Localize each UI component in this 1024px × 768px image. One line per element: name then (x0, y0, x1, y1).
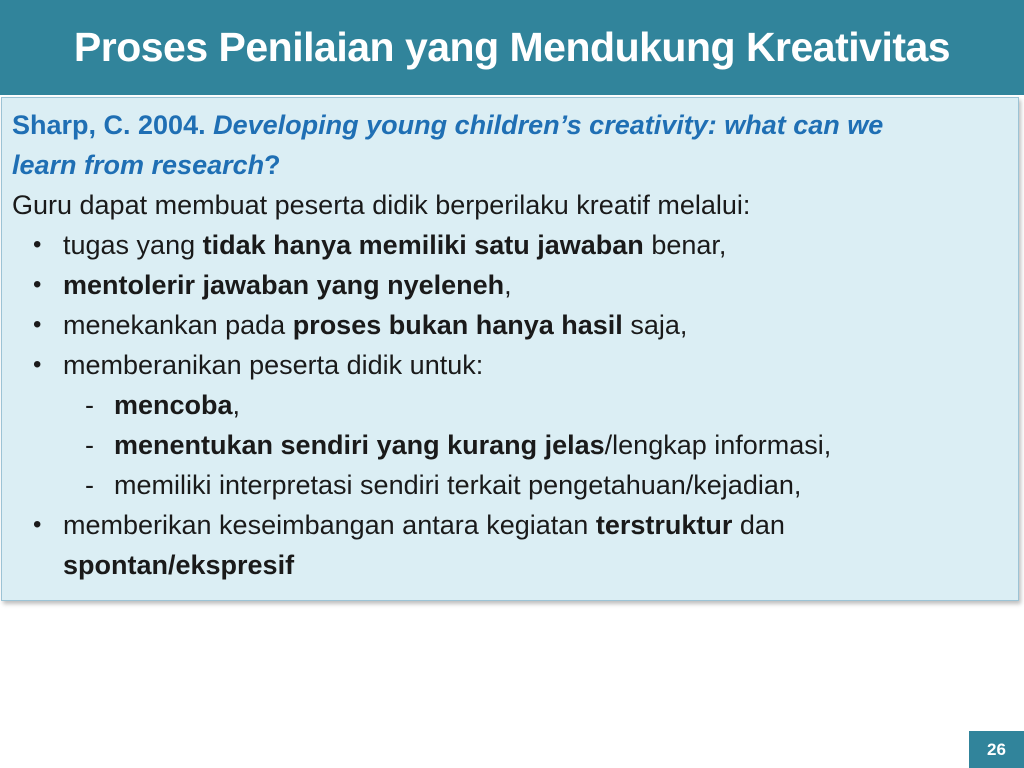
list-item (12, 225, 1018, 265)
content-box (1, 97, 1019, 601)
sub-list-item (12, 425, 1018, 465)
bullet-text: menekankan pada (63, 310, 286, 340)
dash-icon: - (85, 430, 94, 460)
sub-text: /lengkap informasi, (604, 430, 832, 460)
bullet-text: memberanikan peserta didik untuk: (63, 350, 484, 380)
intro-text: Guru dapat membuat peserta didik berperilaku kreatif melalui: (12, 190, 751, 220)
bullet-icon: • (33, 351, 42, 378)
sub-text: , (232, 390, 241, 420)
sub-list-item (12, 385, 1018, 425)
list-item (12, 345, 1018, 385)
slide-title: Proses Penilaian yang Mendukung Kreativitas (73, 24, 951, 70)
bullet-icon: • (33, 511, 42, 538)
bullet-icon: • (33, 311, 42, 338)
bullet-text: benar, (651, 230, 727, 260)
reference-line-2 (12, 145, 1018, 185)
bullet-list-continued (12, 505, 1018, 545)
bullet-text: dan (739, 510, 785, 540)
list-item (12, 305, 1018, 345)
bullet-bold: mentolerir jawaban yang nyeleneh (63, 270, 505, 300)
bullet-text: , (504, 270, 512, 300)
reference-title-part1: Developing young children’s creativity: what can we (213, 110, 884, 140)
bullet-bold: proses bukan hanya hasil (292, 310, 623, 340)
bullet-bold: terstruktur (595, 510, 733, 540)
list-item (12, 265, 1018, 305)
bullet-list (12, 225, 1018, 385)
dash-icon: - (85, 390, 94, 420)
reference-author-year: Sharp, C. 2004. (12, 110, 206, 140)
dash-icon: - (85, 470, 94, 500)
bullet-text: tugas yang (63, 230, 196, 260)
sub-bold: menentukan sendiri yang kurang jelas (114, 430, 605, 460)
list-item (12, 505, 1018, 545)
title-bar (0, 0, 1024, 95)
reference-suffix: ? (264, 150, 281, 180)
sub-list-item (12, 465, 1018, 505)
bullet-bold: spontan/ekspresif (63, 550, 295, 580)
bullet-bold: tidak hanya memiliki satu jawaban (202, 230, 644, 260)
bullet-icon: • (33, 231, 42, 258)
sub-text: memiliki interpretasi sendiri terkait pengetahuan/kejadian, (114, 470, 802, 500)
reference-line-1 (12, 105, 1018, 145)
bullet-icon: • (33, 271, 42, 298)
page-number: 26 (969, 731, 1024, 768)
bullet-continuation (12, 545, 1018, 585)
sub-bold: mencoba (114, 390, 233, 420)
sub-list (12, 385, 1018, 505)
reference-title-part2: learn from research (12, 150, 265, 180)
bullet-text: saja, (630, 310, 688, 340)
bullet-text: memberikan keseimbangan antara kegiatan (63, 510, 589, 540)
